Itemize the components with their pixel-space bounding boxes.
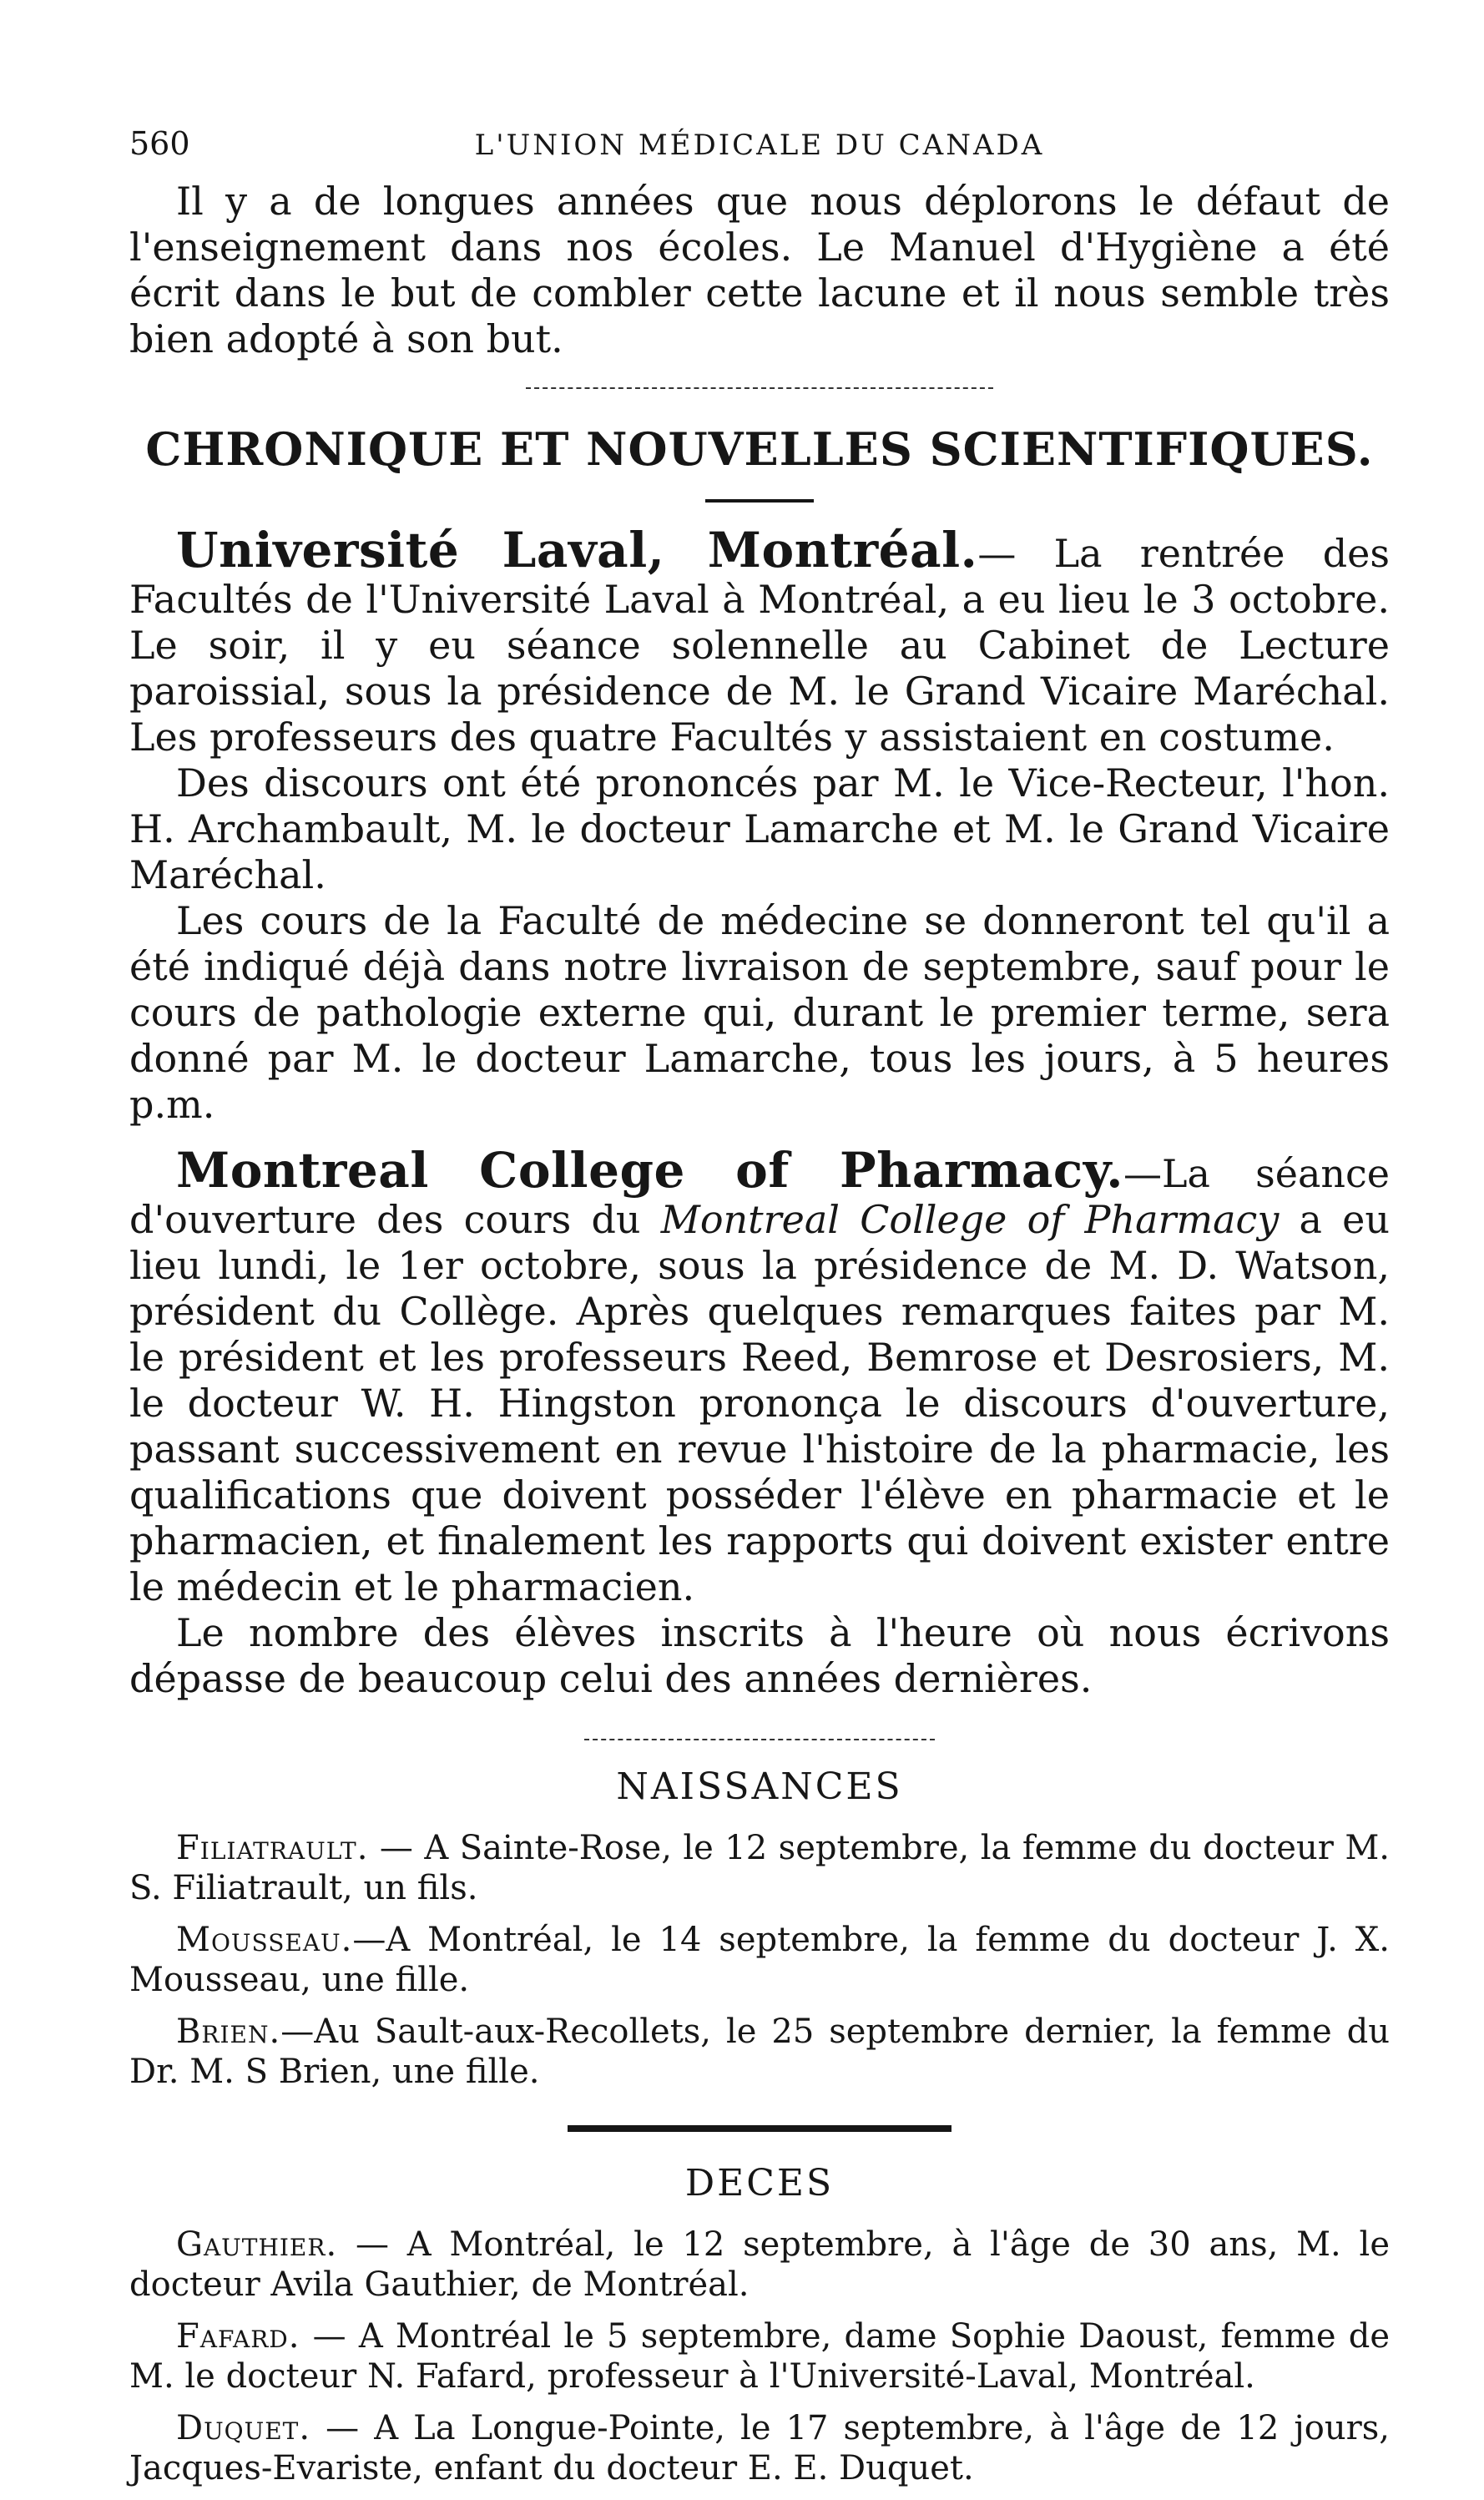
pharmacy-lead: Montreal College of Pharmacy.	[176, 1142, 1123, 1199]
laval-lead: Université Laval, Montréal.	[176, 522, 978, 578]
naissance-entry	[129, 1828, 1390, 1908]
naissances-heading: NAISSANCES	[616, 1765, 903, 1808]
deces-divider	[568, 2125, 951, 2132]
entry-name: Duquet.	[176, 2409, 311, 2447]
naissances-list	[129, 1828, 1390, 2092]
journal-title: L'UNION MÉDICALE DU CANADA	[474, 129, 1045, 162]
running-head	[129, 125, 1390, 179]
entry-name: Fafard.	[176, 2317, 300, 2356]
laval-discours-paragraph: Des discours ont été prononcés par M. le Vice-Recteur, l'hon. H. Archambault, M. le docteur Lamarche et M. le Grand Vicaire Maréchal.	[129, 760, 1390, 897]
entry-text: —Au Sault-aux-Recollets, le 25 septembre dernier, la femme du Dr. M. S Brien, une fille.	[129, 2013, 1390, 2091]
deces-entry	[129, 2225, 1390, 2305]
deces-heading: DECES	[684, 2162, 835, 2205]
section-title: CHRONIQUE ET NOUVELLES SCIENTIFIQUES.	[145, 422, 1374, 476]
section-divider	[526, 387, 993, 389]
entry-text: — A Sainte-Rose, le 12 septembre, la femme du docteur M. S. Filiatrault, un fils.	[129, 1829, 1390, 1907]
laval-paragraph	[129, 522, 1390, 760]
pharmacy-college-name: Montreal College of Pharmacy	[660, 1197, 1280, 1242]
entry-name: Brien.	[176, 2013, 281, 2051]
laval-text: — La rentrée des Facultés de l'Université Laval à Montréal, a eu lieu le 3 octobre. Le soir, il y eu séance solennelle au Cabinet de Lecture paroissial, sous la présidence de M. le Grand Vicaire Maréchal. Les professeurs des quatre Facultés y assistaient en costume.	[129, 531, 1390, 760]
entry-text: — A La Longue-Pointe, le 17 septembre, à l'âge de 12 jours, Jacques-Evariste, enfant du docteur E. E. Duquet.	[129, 2409, 1390, 2487]
intro-paragraph: Il y a de longues années que nous déplorons le défaut de l'enseignement dans nos écoles. Le Manuel d'Hygiène a été écrit dans le but de combler cette lacune et il nous semble très bien adopté à son but.	[129, 179, 1390, 361]
pharmacy-paragraph	[129, 1142, 1390, 1610]
entry-text: —A Montréal, le 14 septembre, la femme du docteur J. X. Mousseau, une fille.	[129, 1921, 1390, 1999]
pharmacy-text-after: a eu lieu lundi, le 1er octobre, sous la présidence de M. D. Watson, président du Collège. Après quelques remarques faites par M. le président et les professeurs Reed, Bemrose et Desrosiers, M. le docteur W. H. Hingston prononça le discours d'ouverture, passant successivement en revue l'histoire de la pharmacie, les qualifications que doivent posséder l'élève en pharmacie et le pharmacien, et finalement les rapports qui doivent exister entre le médecin et le pharmacien.	[129, 1197, 1390, 1609]
entry-name: Mousseau.	[176, 1921, 353, 1959]
deces-list	[129, 2225, 1390, 2488]
page-number: 560	[129, 125, 190, 162]
entry-text: — A Montréal le 5 septembre, dame Sophie Daoust, femme de M. le docteur N. Fafard, professeur à l'Université-Laval, Montréal.	[129, 2317, 1390, 2396]
naissance-entry	[129, 1920, 1390, 2000]
naissances-divider	[584, 1739, 935, 1740]
title-underline	[705, 499, 814, 503]
laval-cours-paragraph: Les cours de la Faculté de médecine se donneront tel qu'il a été indiqué déjà dans notre livraison de septembre, sauf pour le cours de pathologie externe qui, durant le premier terme, sera donné par M. le docteur Lamarche, tous les jours, à 5 heures p.m.	[129, 898, 1390, 1127]
journal-page	[129, 125, 1390, 2500]
entry-name: Filiatrault.	[176, 1829, 369, 1867]
deces-entry	[129, 2408, 1390, 2488]
pharmacy-text-before: —La séance d'ouverture des cours du	[129, 1151, 1390, 1242]
entry-name: Gauthier.	[176, 2225, 338, 2264]
pharmacy-eleves-paragraph: Le nombre des élèves inscrits à l'heure où nous écrivons dépasse de beaucoup celui des années dernières.	[129, 1610, 1390, 1701]
naissance-entry	[129, 2012, 1390, 2092]
deces-entry	[129, 2316, 1390, 2396]
entry-text: — A Montréal, le 12 septembre, à l'âge de 30 ans, M. le docteur Avila Gauthier, de Montréal.	[129, 2225, 1390, 2304]
